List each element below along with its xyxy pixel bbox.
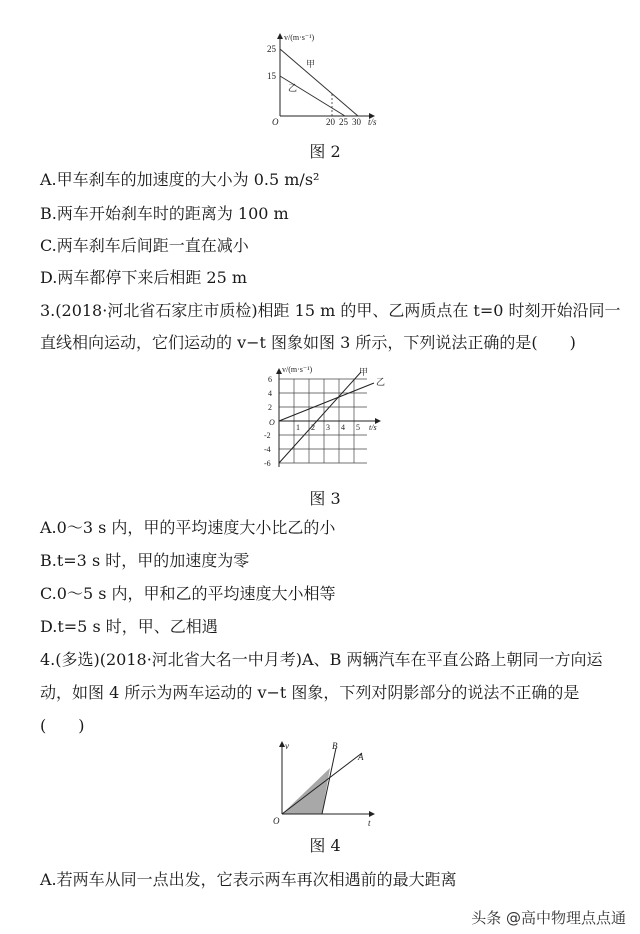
q2-option-d: D.两车都停下来后相距 25 m	[40, 268, 248, 287]
y-tick-2: 2	[268, 403, 272, 412]
x-axis-label: t/s	[369, 423, 377, 432]
q2-option-b: B.两车开始刹车时的距离为 100 m	[40, 204, 289, 223]
q3-option-c: C.0～5 s 内，甲和乙的平均速度大小相等	[40, 584, 336, 603]
x-tick-2: 2	[311, 423, 315, 432]
y-axis-label: v/(m·s⁻¹)	[282, 365, 313, 374]
q4-stem-line-2: 动，如图 4 所示为两车运动的 v−t 图象，下列对阴影部分的说法不正确的是	[40, 683, 580, 702]
x-axis-label: t/s	[368, 117, 377, 127]
x-axis-label: t	[368, 818, 371, 828]
figure-3-graph	[252, 363, 397, 473]
q2-option-a: A.甲车刹车的加速度的大小为 0.5 m/s²	[40, 170, 320, 189]
figure-2-caption: 图 2	[309, 142, 341, 161]
y-tick-4: 4	[268, 389, 272, 398]
series-jia-label: 甲	[306, 59, 316, 69]
origin-label: O	[269, 418, 275, 427]
y-axis-label: v	[285, 741, 289, 751]
q4-stem-line-1: 4.(多选)(2018·河北省大名一中月考)A、B 两辆汽车在平直公路上朝同一方向运	[40, 650, 603, 669]
x-tick-20: 20	[326, 117, 335, 127]
series-a-label: A	[358, 752, 364, 762]
q4-option-a: A.若两车从同一点出发，它表示两车再次相遇前的最大距离	[40, 870, 457, 889]
shaded-region	[282, 768, 330, 814]
series-b-label: B	[332, 741, 338, 751]
y-tick-neg6: -6	[264, 459, 271, 468]
q3-stem-line-1: 3.(2018·河北省石家庄市质检)相距 15 m 的甲、乙两质点在 t=0 时刻开始沿同一	[40, 301, 621, 320]
y-tick-15: 15	[267, 71, 276, 81]
series-jia-label: 甲	[359, 367, 369, 377]
x-tick-30: 30	[352, 117, 361, 127]
y-tick-25: 25	[267, 44, 276, 54]
figure-3-caption: 图 3	[309, 489, 341, 508]
y-tick-neg4: -4	[264, 445, 271, 454]
figure-4-graph	[270, 738, 380, 830]
y-tick-neg2: -2	[264, 431, 271, 440]
x-tick-5: 5	[356, 423, 360, 432]
y-tick-6: 6	[268, 375, 272, 384]
q3-option-b: B.t=3 s 时，甲的加速度为零	[40, 551, 250, 570]
q3-option-d: D.t=5 s 时，甲、乙相遇	[40, 617, 218, 636]
q3-stem-line-2: 直线相向运动，它们运动的 v−t 图象如图 3 所示，下列说法正确的是( )	[40, 333, 576, 352]
x-tick-1: 1	[296, 423, 300, 432]
origin-label: O	[272, 117, 279, 127]
origin-label: O	[273, 816, 280, 826]
watermark: 头条 @高中物理点点通	[471, 909, 626, 927]
x-tick-3: 3	[326, 423, 330, 432]
series-yi-label: 乙	[376, 377, 386, 387]
series-jia-line	[279, 372, 361, 463]
x-tick-25: 25	[339, 117, 348, 127]
q4-stem-line-3: ( )	[40, 716, 85, 735]
figure-4-caption: 图 4	[309, 836, 341, 855]
q2-option-c: C.两车刹车后间距一直在减小	[40, 236, 249, 255]
y-axis-label: v/(m·s⁻¹)	[284, 33, 315, 42]
figure-2-graph	[250, 28, 400, 128]
x-tick-4: 4	[341, 423, 345, 432]
series-yi-line	[279, 383, 374, 421]
series-yi-label: 乙	[288, 83, 298, 93]
q3-option-a: A.0～3 s 内，甲的平均速度大小比乙的小	[40, 518, 336, 537]
